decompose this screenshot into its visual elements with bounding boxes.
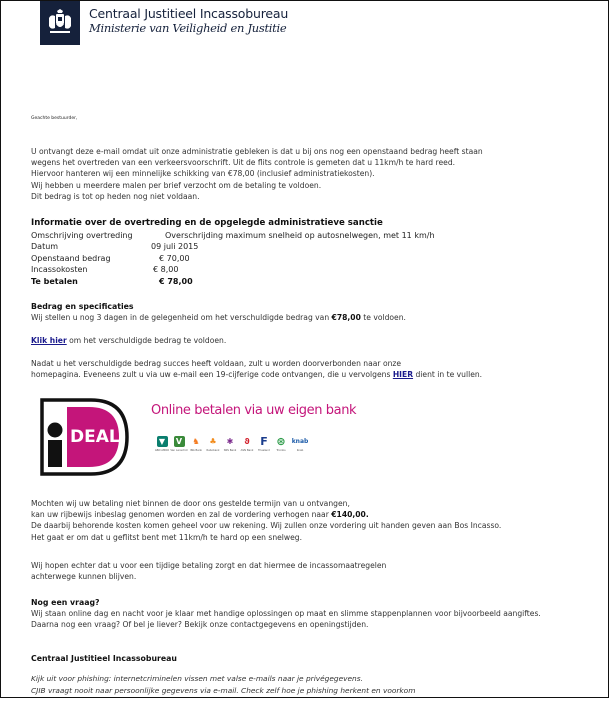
rabobank-icon: ♣ [209,437,217,446]
rijksoverheid-logo [40,1,80,45]
phishing-notice [31,673,415,697]
intro-line: U ontvangt deze e-mail omdat uit onze administratie gebleken is dat u bij ons nog een openstaand bedrag heeft staan [31,147,483,156]
row-value: € 70,00 [159,253,190,263]
row-value: € 8,00 [153,265,179,275]
bank-name: SNS Bank [223,449,237,452]
ing-lion-icon: ♞ [192,437,200,446]
question-title: Nog een vraag? [31,598,100,607]
hier-link[interactable]: HIER [392,370,414,380]
ideal-tagline: Online betalen via uw eigen bank [151,403,357,418]
specs-amount: €78,00 [331,313,361,322]
bank-name: Van Lanschot [170,449,188,452]
ideal-icon [39,397,131,477]
warning-line: De daarbij behorende kosten komen geheel voor uw rekening. Wij zullen onze vordering uit handen geven aan Bos Incasso. [31,521,502,531]
triodos-icon: ⊛ [276,435,286,448]
pay-line-text: om het verschuldigde bedrag te voldoen. [66,336,227,345]
question-paragraph [31,608,541,630]
vanlanschot-icon: V [174,436,185,447]
after-payment-line [31,369,482,380]
ministry-name: Ministerie van Veiligheid en Justitie [89,21,287,35]
pay-line [31,335,226,346]
bank-name: ABN AMRO [154,449,170,452]
bank-logos [155,436,309,452]
row-label: Te betalen [31,276,78,286]
bank-logo-vanlanschot [172,436,186,452]
bank-name: Friesland [258,449,270,452]
warning-line [31,509,501,520]
bank-name: Triodos [276,449,286,452]
after-payment-line: Nadat u het verschuldigde bedrag succes heeft voldaan, zult u worden doorverbonden naar onze [31,359,402,368]
phishing-line: CJIB vraagt nooit naar persoonlijke gegevens via e-mail. Check zelf hoe je phishing herkent en voorkom [31,686,416,695]
friesland-icon: F [260,435,268,448]
pay-link[interactable]: Klik hier [31,336,67,345]
intro-paragraph [31,146,483,202]
row-label: Incassokosten [31,265,88,275]
hope-line: Wij hopen echter dat u voor een tijdige betaling zorgt en dat hiermee de incassomaatregelen [31,561,387,570]
specs-line [31,312,406,323]
bank-logo-ing [189,436,203,452]
bank-name: Knab [296,449,304,452]
intro-line: Wij hebben u meerdere malen per brief verzocht om de betaling te voldoen. [31,180,322,190]
row-label: Omschrijving overtreding [31,231,133,240]
bank-name: ING Bank [189,449,203,452]
row-label: Openstaand bedrag [31,253,111,263]
specs-title: Bedrag en specificaties [31,302,134,311]
warning-text: kan uw rijbewijs inbeslag genomen worden en zal de vordering verhogen naar [31,510,332,520]
phishing-line: Kijk uit voor phishing: internetcriminelen vissen met valse e-mails naar je privégegevens. [31,674,363,683]
org-name: Centraal Justitieel Incassobureau [89,6,289,21]
bank-logo-rabobank [206,436,220,452]
hope-paragraph [31,560,386,582]
abnamro-icon: ▼ [157,436,168,447]
hope-line: achterwege kunnen blijven. [31,572,137,582]
knab-icon: knab [291,438,309,445]
question-line: Daarna nog een vraag? Of bel je liever? Bekijk onze contactgegevens en openingstijden. [31,620,369,630]
row-label: Datum [31,242,59,252]
intro-line: Hiervoor hanteren wij een minnelijke schikking van €78,00 (inclusief administratiekosten). [31,169,375,179]
info-title: Informatie over de overtreding en de opgelegde administratieve sanctie [31,218,383,228]
bank-name: ASN Bank [240,449,254,452]
coat-of-arms-icon [45,8,75,38]
bank-name: Rabobank [206,449,220,452]
warning-paragraph [31,498,501,543]
specs-text: te voldoen. [360,313,406,322]
bank-logo-asn [240,436,254,452]
row-value: € 78,00 [159,276,193,286]
bank-logo-knab [291,436,309,452]
svg-text:DEAL: DEAL [70,427,120,447]
bank-logo-abnamro [155,436,169,452]
after-payment-text: homepagina. Eveneens zult u via uw e-mail een 19-cijferige code ontvangen, die u vervolgens [31,370,393,380]
sns-icon: ✱ [225,436,236,447]
bank-logo-triodos [274,436,288,452]
footer-org-name: Centraal Justitieel Incassobureau [31,654,177,663]
bank-logo-sns [223,436,237,452]
greeting: Geachte bestuurder, [31,116,78,121]
ideal-logo[interactable] [39,397,131,477]
after-payment-text: dient in te vullen. [413,370,483,380]
bank-logo-friesland [257,436,271,452]
warning-line: Het gaat er om dat u geflitst bent met 11km/h te hard op een snelweg. [31,532,303,542]
row-value: 09 juli 2015 [151,242,199,252]
intro-line: wegens het overtreden van een verkeersvoorschrift. Uit de flits controle is gemeten dat u 11km/h te hard reed. [31,158,456,168]
question-line: Wij staan online dag en nacht voor je klaar met handige oplossingen op maat en slimme stappenplannen voor bijvoorbeeld aangiftes. [31,609,541,618]
asn-icon: ϑ [242,436,253,447]
after-payment-paragraph [31,358,482,380]
warning-amount: €140,00. [331,510,369,520]
warning-line: Mochten wij uw betaling niet binnen de door ons gestelde termijn van u ontvangen, [31,499,350,508]
intro-line: Dit bedrag is tot op heden nog niet voldaan. [31,191,200,201]
specs-text: Wij stellen u nog 3 dagen in de gelegenheid om het verschuldigde bedrag van [31,313,332,322]
row-value: Overschrijding maximum snelheid op autosnelwegen, met 11 km/h [165,231,435,240]
